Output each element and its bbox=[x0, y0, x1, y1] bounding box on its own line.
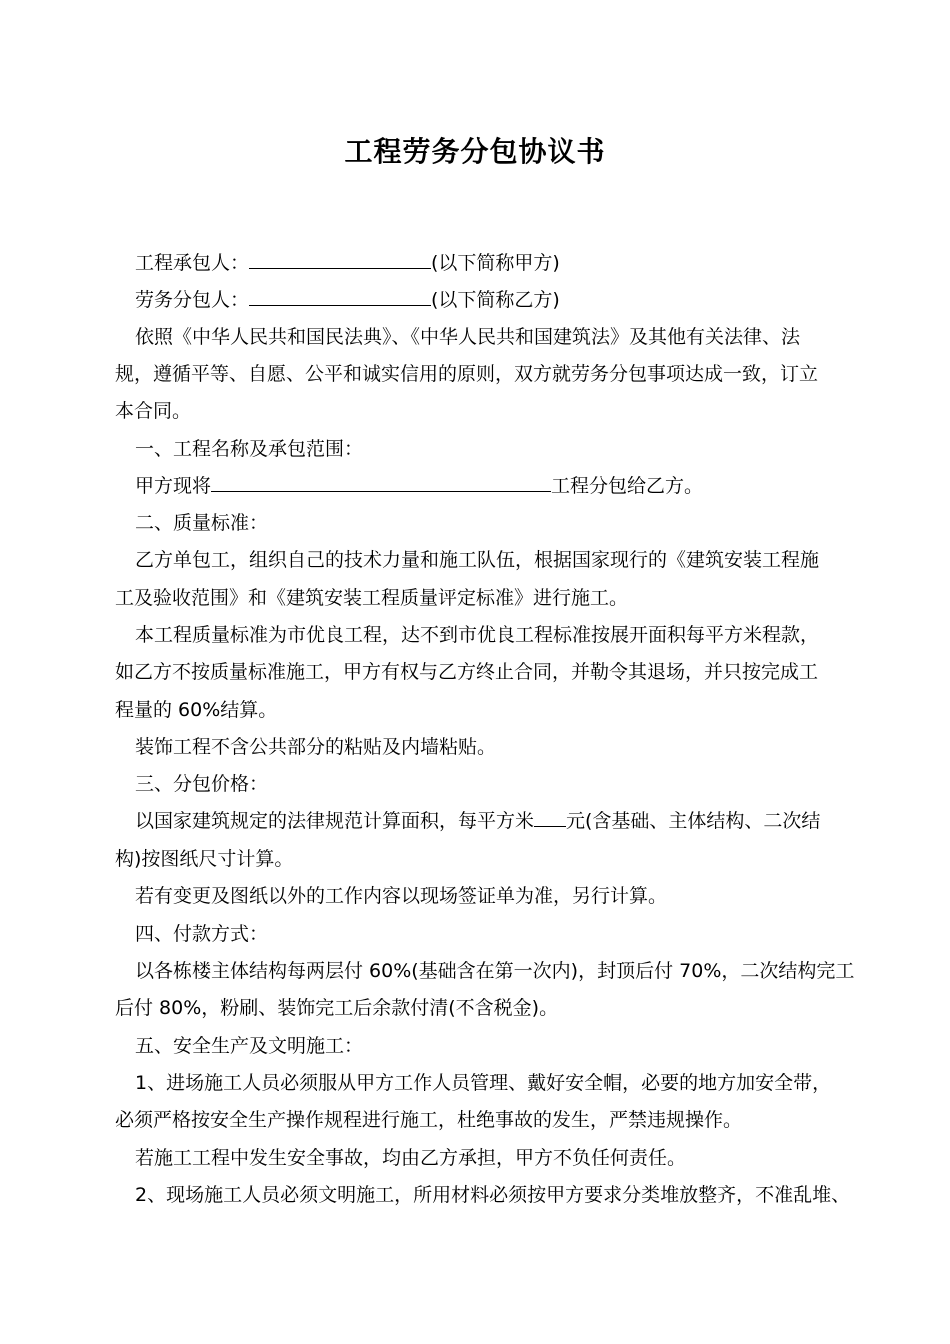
text-line: 本合同。 bbox=[115, 400, 192, 422]
project-name-line bbox=[135, 468, 865, 505]
project-name-blank[interactable] bbox=[211, 471, 551, 492]
section-heading: 二、质量标准： bbox=[135, 512, 269, 534]
text-line: 装饰工程不含公共部分的粘贴及内墙粘贴。 bbox=[135, 736, 497, 758]
subcontractor-line bbox=[135, 282, 865, 319]
text-line: 必须严格按安全生产操作规程进行施工，杜绝事故的发生，严禁违规操作。 bbox=[115, 1109, 743, 1131]
subcontractor-blank[interactable] bbox=[249, 285, 431, 306]
text-line: 规，遵循平等、自愿、公平和诚实信用的原则，双方就劳务分包事项达成一致，订立 bbox=[115, 363, 819, 385]
subcontractor-label: 劳务分包人： bbox=[135, 289, 250, 311]
project-name-prefix: 甲方现将 bbox=[135, 475, 212, 497]
document-title: 工程劳务分包协议书 bbox=[344, 135, 606, 168]
contractor-line bbox=[135, 245, 865, 282]
contractor-blank[interactable] bbox=[249, 248, 431, 269]
text-line: 工及验收范围》和《建筑安装工程质量评定标准》进行施工。 bbox=[115, 587, 629, 609]
project-name-suffix: 工程分包给乙方。 bbox=[551, 475, 704, 497]
text-line: 程量的 60%结算。 bbox=[115, 699, 278, 721]
price-line bbox=[135, 803, 865, 840]
contractor-label: 工程承包人： bbox=[135, 252, 250, 274]
text-line: 如乙方不按质量标准施工，甲方有权与乙方终止合同，并勒令其退场，并只按完成工 bbox=[115, 661, 819, 683]
subcontractor-note: (以下简称乙方) bbox=[431, 289, 560, 311]
text-line: 以各栋楼主体结构每两层付 60%(基础含在第一次内)，封顶后付 70%，二次结构完工 bbox=[135, 960, 855, 982]
text-line: 依照《中华人民共和国民法典》、《中华人民共和国建筑法》及其他有关法律、法 bbox=[135, 326, 801, 348]
text-line: 2、现场施工人员必须文明施工，所用材料必须按甲方要求分类堆放整齐，不准乱堆、 bbox=[135, 1184, 851, 1206]
text-line: 乙方单包工，组织自己的技术力量和施工队伍，根据国家现行的《建筑安装工程施 bbox=[135, 549, 820, 571]
text-line: 构)按图纸尺寸计算。 bbox=[115, 848, 294, 870]
text-line: 本工程质量标准为市优良工程，达不到市优良工程标准按展开面积每平方米程款， bbox=[135, 624, 820, 646]
contractor-note: (以下简称甲方) bbox=[431, 252, 560, 274]
text-line: 1、进场施工人员必须服从甲方工作人员管理、戴好安全帽，必要的地方加安全带， bbox=[135, 1072, 832, 1094]
price-prefix: 以国家建筑规定的法律规范计算面积，每平方米 bbox=[135, 810, 535, 832]
text-line: 后付 80%，粉刷、装饰完工后余款付清(不含税金)。 bbox=[115, 997, 559, 1019]
section-heading: 四、付款方式： bbox=[135, 923, 269, 945]
section-heading: 五、安全生产及文明施工： bbox=[135, 1035, 364, 1057]
section-heading: 三、分包价格： bbox=[135, 773, 269, 795]
text-line: 若有变更及图纸以外的工作内容以现场签证单为准，另行计算。 bbox=[135, 885, 668, 907]
price-blank[interactable] bbox=[534, 806, 566, 827]
text-line: 若施工工程中发生安全事故，均由乙方承担，甲方不负任何责任。 bbox=[135, 1147, 687, 1169]
price-suffix: 元(含基础、主体结构、二次结 bbox=[566, 810, 821, 832]
section-heading: 一、工程名称及承包范围： bbox=[135, 438, 364, 460]
